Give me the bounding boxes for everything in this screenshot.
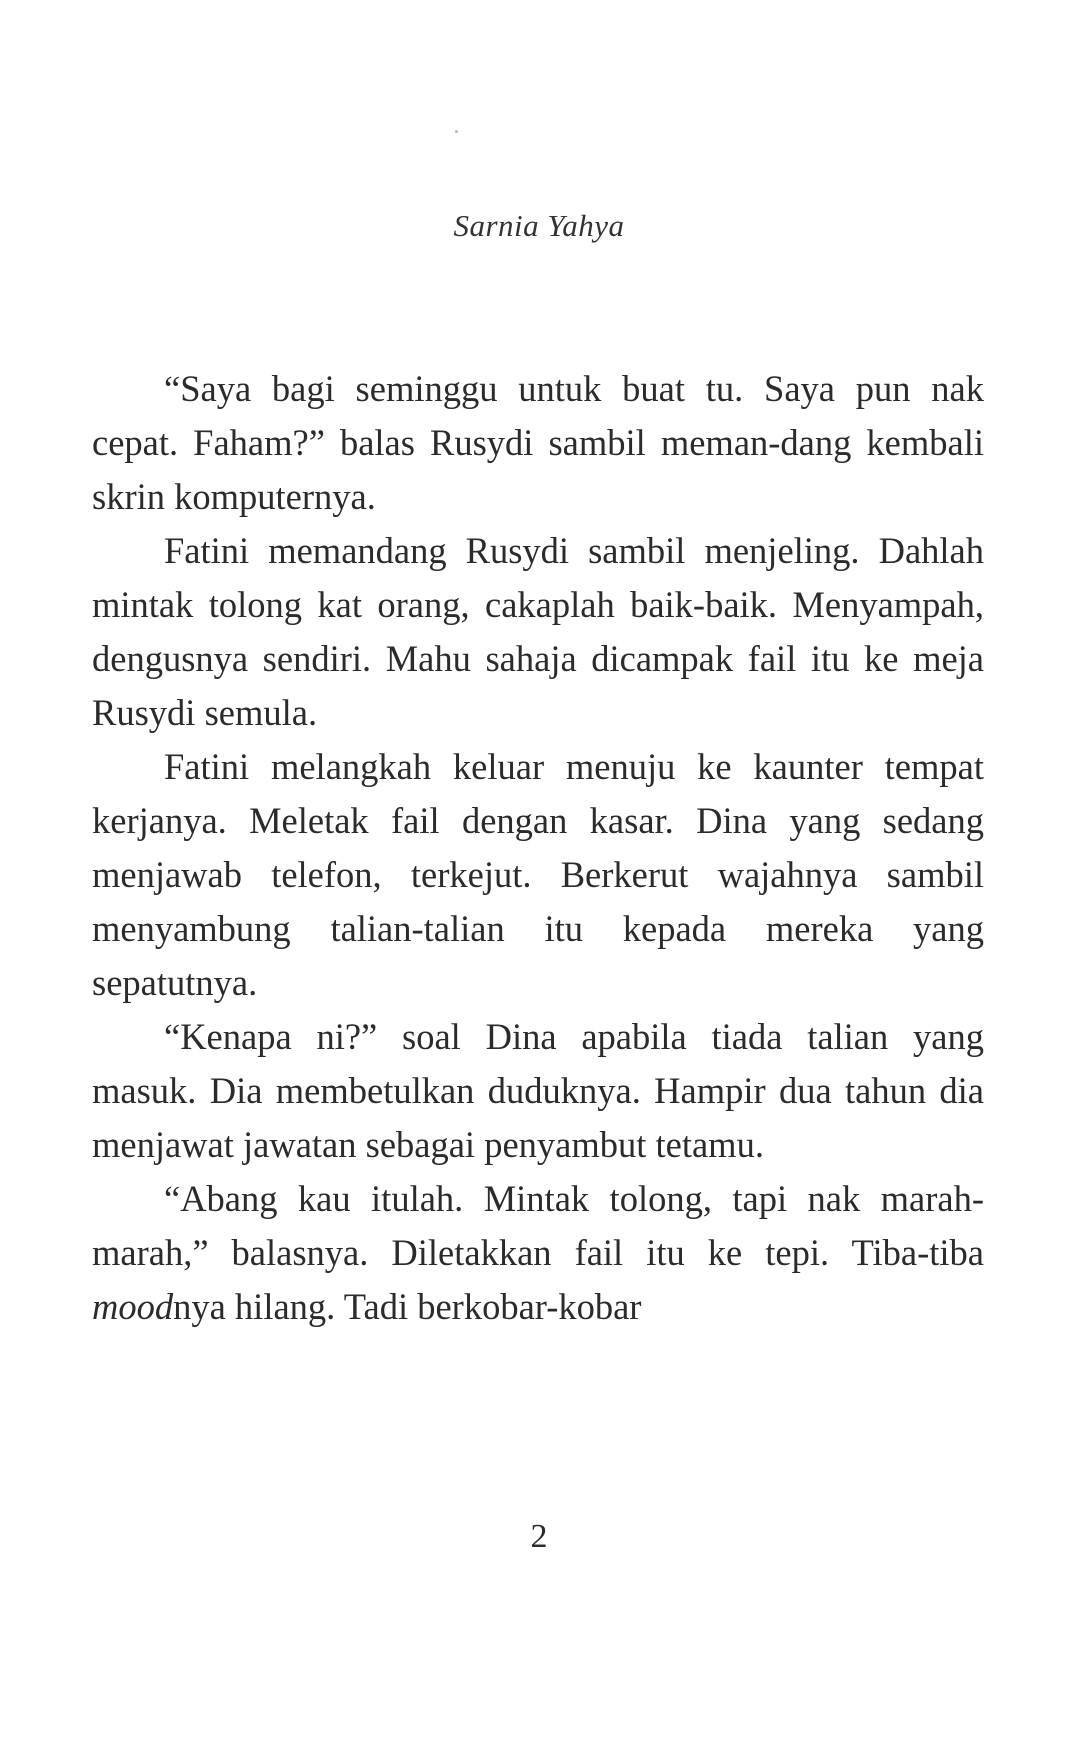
speck-mark xyxy=(455,130,458,133)
running-header xyxy=(0,208,1078,244)
paragraph: Fatini melangkah keluar menuju ke kaunter tempat kerjanya. Meletak fail dengan kasar. Dina yang sedang menjawab telefon, terkejut. Berkerut wajahnya sambil menyambung talian-talian itu kepada mereka yang sepatutnya. xyxy=(92,746,984,1003)
author-name: Sarnia Yahya xyxy=(453,208,625,243)
paragraph: “Saya bagi seminggu untuk buat tu. Saya pun nak cepat. Faham?” balas Rusydi sambil meman-dang kembali skrin komputernya. xyxy=(92,368,984,517)
paragraph: “Kenapa ni?” soal Dina apabila tiada talian yang masuk. Dia membetulkan duduknya. Hampir dua tahun dia menjawat jawatan sebagai penyambut tetamu. xyxy=(92,1016,984,1165)
paragraph xyxy=(92,1172,984,1334)
paragraph: Fatini memandang Rusydi sambil menjeling. Dahlah mintak tolong kat orang, cakaplah baik-baik. Menyampah, dengusnya sendiri. Mahu sahaja dicampak fail itu ke meja Rusydi semula. xyxy=(92,530,984,733)
paragraph-text: nya hilang. Tadi berkobar-kobar xyxy=(173,1286,642,1327)
paragraph-text: “Abang kau itulah. Mintak tolong, tapi nak marah-marah,” balasnya. Diletakkan fail itu ke tepi. Tiba-tiba xyxy=(92,1178,984,1273)
page-number: 2 xyxy=(530,1518,548,1555)
body-text xyxy=(92,362,984,1334)
italic-word: mood xyxy=(92,1286,174,1327)
